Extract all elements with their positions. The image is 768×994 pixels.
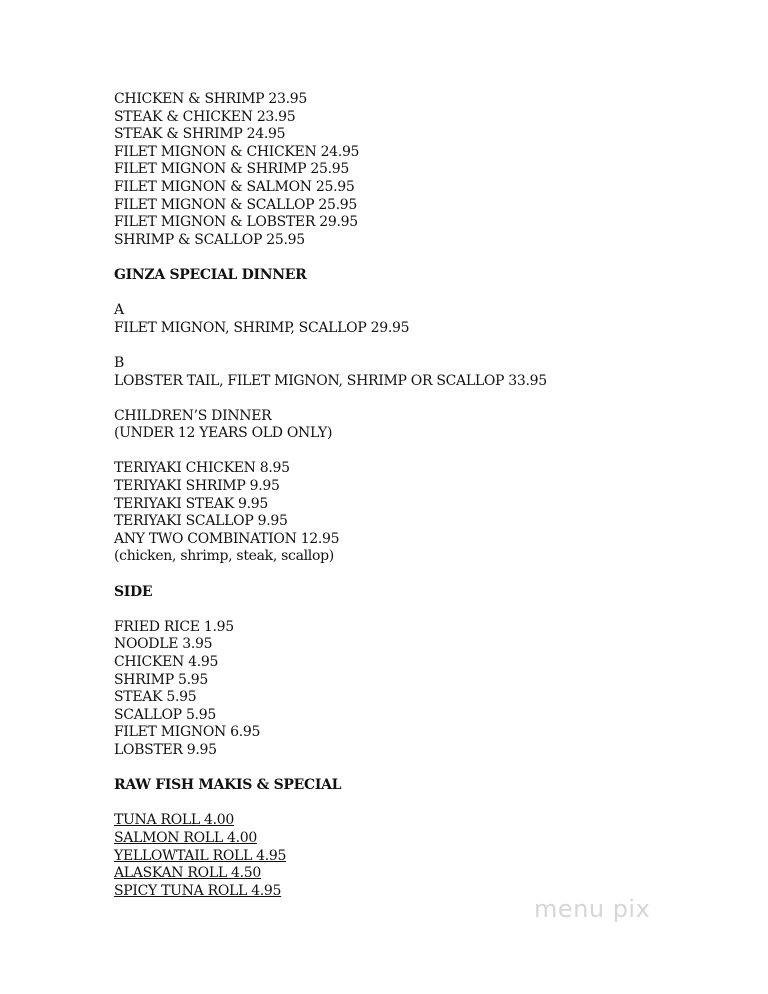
watermark-logo: menu pix: [534, 895, 651, 923]
combo-item: FILET MIGNON & LOBSTER 29.95: [114, 214, 358, 231]
combo-item: CHICKEN & SHRIMP 23.95: [114, 91, 308, 107]
side-item: CHICKEN 4.95: [114, 654, 219, 670]
side-item: STEAK 5.95: [114, 689, 197, 706]
children-list: [114, 460, 734, 566]
combo-item: STEAK & SHRIMP 24.95: [114, 126, 286, 143]
side-item: SCALLOP 5.95: [114, 706, 216, 723]
ginza-b-item: LOBSTER TAIL, FILET MIGNON, SHRIMP OR SCALLOP 33.95: [114, 372, 547, 389]
ginza-heading: GINZA SPECIAL DINNER: [114, 266, 307, 283]
raw-item: SPICY TUNA ROLL 4.95: [114, 882, 282, 899]
ginza-a-item: FILET MIGNON, SHRIMP, SCALLOP 29.95: [114, 319, 410, 336]
raw-item: SALMON ROLL 4.00: [114, 829, 257, 846]
side-item: SHRIMP 5.95: [114, 671, 208, 688]
combo-item: STEAK & CHICKEN 23.95: [114, 108, 296, 125]
raw-item: ALASKAN ROLL 4.50: [114, 865, 261, 882]
ginza-b-label: B: [114, 354, 124, 371]
side-item: FILET MIGNON 6.95: [114, 724, 261, 741]
side-item: FRIED RICE 1.95: [114, 618, 234, 635]
children-combo-note: (chicken, shrimp, steak, scallop): [114, 548, 334, 565]
combo-item: FILET MIGNON & SALMON 25.95: [114, 178, 355, 195]
children-item: ANY TWO COMBINATION 12.95: [114, 530, 340, 547]
combo-item: FILET MIGNON & SHRIMP 25.95: [114, 161, 349, 178]
side-list: [114, 619, 734, 760]
raw-item: TUNA ROLL 4.00: [114, 812, 234, 829]
combo-item: FILET MIGNON & CHICKEN 24.95: [114, 143, 360, 160]
combo-item: FILET MIGNON & SCALLOP 25.95: [114, 196, 357, 213]
menu-page: [114, 91, 734, 900]
side-item: NOODLE 3.95: [114, 636, 213, 653]
children-heading: CHILDREN’S DINNER: [114, 407, 272, 424]
combo-list: [114, 91, 734, 249]
raw-item: YELLOWTAIL ROLL 4.95: [114, 847, 287, 864]
raw-list: [114, 812, 734, 900]
side-item: LOBSTER 9.95: [114, 741, 217, 758]
children-note: (UNDER 12 YEARS OLD ONLY): [114, 425, 333, 442]
children-item: TERIYAKI STEAK 9.95: [114, 495, 268, 512]
combo-item: SHRIMP & SCALLOP 25.95: [114, 231, 305, 248]
raw-heading: RAW FISH MAKIS & SPECIAL: [114, 777, 342, 794]
side-heading: SIDE: [114, 583, 153, 600]
children-item: TERIYAKI SCALLOP 9.95: [114, 513, 288, 530]
ginza-a-label: A: [114, 302, 124, 319]
children-item: TERIYAKI CHICKEN 8.95: [114, 460, 290, 477]
children-item: TERIYAKI SHRIMP 9.95: [114, 478, 280, 495]
